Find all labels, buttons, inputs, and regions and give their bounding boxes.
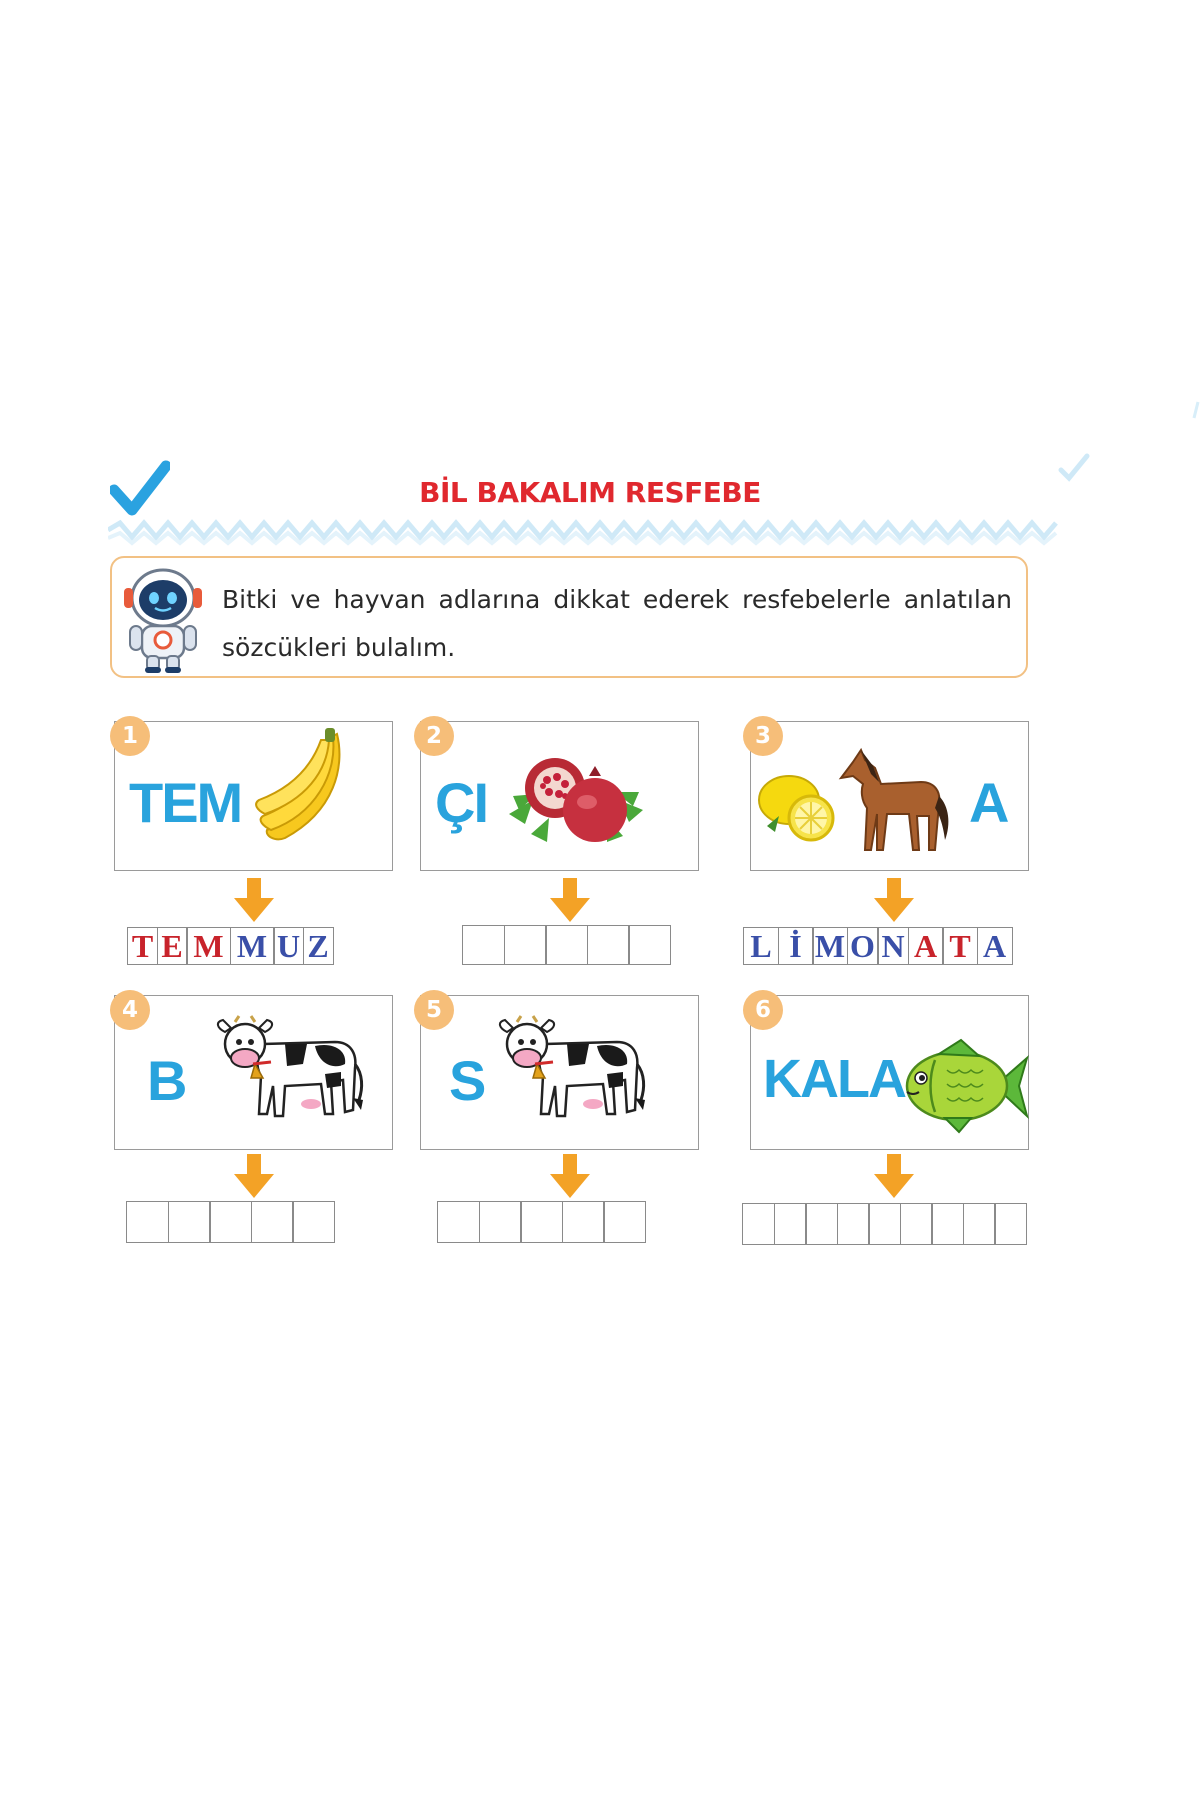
astronaut-robot-icon bbox=[120, 564, 206, 674]
answer-letter-box[interactable] bbox=[504, 925, 547, 965]
answer-letter-box[interactable] bbox=[963, 1203, 996, 1245]
answer-letter-box[interactable] bbox=[251, 1201, 294, 1243]
answer-letter-box[interactable] bbox=[479, 1201, 522, 1243]
answer-letter-box[interactable] bbox=[805, 1203, 838, 1245]
answer-letter-box[interactable] bbox=[774, 1203, 807, 1245]
puzzle-number-6: 6 bbox=[743, 990, 783, 1030]
answer-letter-box[interactable] bbox=[520, 1201, 563, 1243]
syllable-b: B bbox=[147, 1049, 186, 1112]
puzzle-card-6 bbox=[750, 995, 1029, 1150]
answer-letter-box[interactable]: U bbox=[273, 927, 304, 965]
puzzle-number-4: 4 bbox=[110, 990, 150, 1030]
answer-letter-box[interactable]: T bbox=[127, 927, 158, 965]
edge-mark bbox=[1190, 400, 1200, 420]
answer-boxes-4 bbox=[126, 1201, 335, 1243]
zigzag-divider bbox=[108, 516, 1063, 546]
answer-letter-box[interactable] bbox=[209, 1201, 252, 1243]
puzzle-number-3: 3 bbox=[743, 716, 783, 756]
puzzle-card-5 bbox=[420, 995, 699, 1150]
puzzle-number-1: 1 bbox=[110, 716, 150, 756]
answer-boxes-2 bbox=[462, 925, 671, 965]
syllable-tem: TEM bbox=[129, 771, 242, 834]
puzzle-card-4 bbox=[114, 995, 393, 1150]
answer-letter-box[interactable] bbox=[126, 1201, 169, 1243]
answer-letter-box[interactable] bbox=[931, 1203, 964, 1245]
answer-letter-box[interactable] bbox=[837, 1203, 870, 1245]
corner-check-icon bbox=[1058, 452, 1090, 484]
arrow-down-icon bbox=[874, 878, 914, 922]
answer-letter-box[interactable]: İ bbox=[778, 927, 814, 965]
answer-letter-box[interactable]: M bbox=[186, 927, 231, 965]
answer-boxes-5 bbox=[437, 1201, 646, 1243]
syllable-a: A bbox=[969, 771, 1008, 834]
answer-letter-box[interactable] bbox=[742, 1203, 775, 1245]
answer-letter-box[interactable]: Z bbox=[303, 927, 334, 965]
answer-letter-box[interactable]: A bbox=[908, 927, 944, 965]
cow-icon bbox=[497, 1014, 647, 1124]
puzzle-number-2: 2 bbox=[414, 716, 454, 756]
answer-boxes-1 bbox=[127, 927, 334, 965]
arrow-down-icon bbox=[234, 1154, 274, 1198]
answer-letter-box[interactable]: T bbox=[942, 927, 978, 965]
arrow-down-icon bbox=[234, 878, 274, 922]
answer-letter-box[interactable] bbox=[994, 1203, 1027, 1245]
syllable-kala: KALA bbox=[763, 1049, 905, 1109]
answer-letter-box[interactable] bbox=[292, 1201, 335, 1243]
answer-letter-box[interactable] bbox=[545, 925, 588, 965]
answer-letter-box[interactable] bbox=[587, 925, 630, 965]
instruction-box bbox=[110, 556, 1028, 678]
fish-icon bbox=[899, 1036, 1029, 1136]
checkmark-icon bbox=[110, 460, 170, 520]
answer-boxes-6 bbox=[742, 1203, 1027, 1245]
answer-letter-box[interactable]: O bbox=[847, 927, 879, 965]
pomegranate-icon bbox=[503, 744, 653, 854]
answer-letter-box[interactable] bbox=[868, 1203, 901, 1245]
horse-icon bbox=[831, 744, 951, 854]
syllable-ci: ÇI bbox=[435, 771, 487, 834]
answer-letter-box[interactable] bbox=[900, 1203, 933, 1245]
lemon-icon bbox=[757, 766, 837, 846]
cow-icon bbox=[215, 1014, 365, 1124]
answer-letter-box[interactable] bbox=[603, 1201, 646, 1243]
answer-boxes-3 bbox=[743, 927, 1013, 965]
arrow-down-icon bbox=[550, 1154, 590, 1198]
answer-letter-box[interactable] bbox=[462, 925, 505, 965]
puzzle-number-5: 5 bbox=[414, 990, 454, 1030]
answer-letter-box[interactable] bbox=[562, 1201, 605, 1243]
answer-letter-box[interactable]: N bbox=[877, 927, 909, 965]
answer-letter-box[interactable] bbox=[628, 925, 671, 965]
arrow-down-icon bbox=[550, 878, 590, 922]
answer-letter-box[interactable] bbox=[168, 1201, 211, 1243]
syllable-s: S bbox=[449, 1049, 485, 1112]
answer-letter-box[interactable] bbox=[437, 1201, 480, 1243]
arrow-down-icon bbox=[874, 1154, 914, 1198]
banana-icon bbox=[245, 726, 355, 846]
puzzle-card-1 bbox=[114, 721, 393, 871]
instruction-text: Bitki ve hayvan adlarına dikkat ederek resfebelerle anlatılan sözcükleri bulalım. bbox=[222, 585, 1012, 662]
answer-letter-box[interactable]: A bbox=[977, 927, 1013, 965]
answer-letter-box[interactable]: M bbox=[230, 927, 275, 965]
answer-letter-box[interactable]: E bbox=[157, 927, 188, 965]
puzzle-card-3 bbox=[750, 721, 1029, 871]
page-title: BİL BAKALIM RESFEBE bbox=[419, 476, 761, 509]
answer-letter-box[interactable]: L bbox=[743, 927, 779, 965]
puzzle-card-2 bbox=[420, 721, 699, 871]
answer-letter-box[interactable]: M bbox=[812, 927, 848, 965]
